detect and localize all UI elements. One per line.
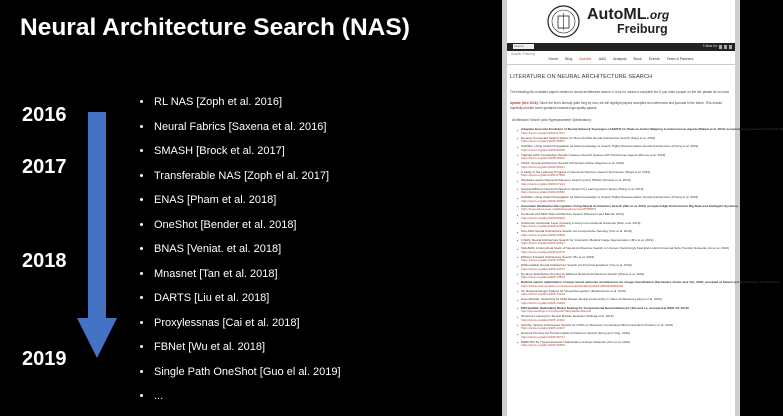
reference-link[interactable]: https://arxiv.org/abs/1905.09717 (521, 334, 565, 339)
year-label: 2016 (22, 104, 67, 126)
reference-item (517, 264, 732, 271)
bullet-dot (517, 147, 518, 148)
bullet-dot (517, 155, 518, 156)
search-input[interactable]: Search (513, 44, 534, 49)
reference-title: EfficientNet: Rethinking Model Scaling for Convolutional Neural Networks (Tan and Le, accepted at ICML'19; 2019) (521, 305, 689, 310)
reference-item (517, 341, 732, 348)
reference-link[interactable]: https://arxiv.org/abs/1906.06832 (521, 190, 565, 195)
reference-link[interactable]: https://ieeexplore.ieee.org/abstract/document/8755004 (521, 207, 596, 212)
list-item: Proxylessnas [Cai et al. 2018] (140, 313, 341, 338)
update-paragraph (510, 101, 730, 110)
reference-link[interactable]: https://arxiv.org/abs/1905.09680 (521, 343, 565, 348)
reference-link[interactable]: https://arxiv.org/abs/1905.13214 (521, 292, 565, 297)
reference-link[interactable]: https://arxiv.org/abs/1905.11532 (521, 317, 565, 322)
reference-item (517, 127, 783, 135)
reference-title: On Network Design Spaces for Visual Recognition (Radosavovic et al. 2019) (521, 288, 626, 293)
nav-item[interactable]: Team & Partners (666, 57, 694, 61)
reference-title: Sample-Efficient Neural Architecture Search by Learning Action Space (Wang et al. 2019) (521, 186, 644, 191)
nav-item[interactable]: AAD (598, 57, 607, 61)
reference-title: Differentiable Neural Architecture Search via Proximal Iterations (Yao et al. 2019) (521, 263, 632, 267)
main-nav (507, 55, 735, 63)
bullet-dot (517, 172, 518, 173)
reference-item (517, 213, 732, 220)
social-icon[interactable] (724, 45, 727, 49)
reference-item (517, 324, 732, 331)
slide-title: Neural Architecture Search (NAS) (20, 14, 410, 41)
reference-title: StyleNAS: An Empirical Study of Neural Architecture Search to Uncover Surprisingly Fast End-to-End Universal Style Transfer Networks (An et al. 2019) (521, 246, 729, 250)
reference-link[interactable]: https://www.sciencedirect.com/science/article/abs/pii/S2210650218309246 (521, 283, 624, 288)
reference-item (517, 145, 732, 152)
bullet-dot (517, 232, 518, 233)
reference-title: Network Pruning via Transformable Architecture Search (Dong and Yang, 2019) (521, 331, 630, 335)
social-icon[interactable] (729, 45, 732, 49)
nav-item[interactable]: Events (648, 57, 660, 61)
list-item: FBNet [Wu et al. 2018] (140, 337, 341, 362)
bullet-dot (517, 130, 518, 131)
site-logo-subtitle: Freiburg (617, 22, 668, 36)
breadcrumb[interactable]: AutoML Freiburg (511, 52, 535, 56)
bullet-dot (517, 291, 518, 292)
website-screenshot (502, 0, 783, 416)
bullet-dot (517, 249, 518, 250)
reference-title: XNAS: Neural Architecture Search with Expert Advice (Nayman et al. 2019) (521, 161, 624, 165)
reference-link[interactable]: https://arxiv.org/abs/1906.02817 (521, 241, 565, 246)
reference-item (517, 273, 732, 280)
update-label: Update (Dec 2018): (510, 101, 539, 105)
list-item: Transferable NAS [Zoph el al. 2017] (140, 166, 341, 191)
reference-title: SwiftNet: Using Graph Propagation as Meta-knowledge to Search Highly Representative Neural Architectures (Cheng et al. 2019) (521, 195, 699, 199)
bullet-dot (517, 198, 518, 199)
reference-title: Densely Connected Search Space for More Flexible Neural Architecture Search (Fang et al. 2019) (521, 135, 656, 140)
reference-item (517, 230, 732, 237)
site-logo[interactable]: AutoML.org (587, 6, 670, 23)
reference-link[interactable]: https://arxiv.org/abs/1906.05226 (521, 215, 565, 220)
bullet-dot (517, 215, 518, 216)
bullet-dot (517, 308, 518, 309)
reference-title: One-Shot Neural Architecture Search via Compressive Sensing (Cho et al. 2019) (521, 229, 632, 233)
year-label: 2018 (22, 250, 67, 272)
reference-title: SwiftNet: Using Graph Propagation as Meta-knowledge to Search Highly Representative Neural Architectures (Cheng et al. 2019) (521, 144, 699, 148)
reference-link[interactable]: http://proceedings.mlr.press/v97/tan19a/tan19a.pdf (521, 309, 591, 314)
reference-title: SpArSe: Sparse Architecture Search for CNNs on Resource-Constrained Microcontrollers (Fedorov et al. 2019) (521, 322, 674, 327)
reference-title: Particle swarm optimization of deep neural networks architectures for image classification (Fernandes Junior and Yen, 2019; accepted at Swarm and Evolutionary Computation) (521, 280, 780, 284)
bullet-dot (517, 138, 518, 139)
reference-link[interactable]: https://arxiv.org/abs/1906.08305 (521, 198, 565, 203)
reference-item (517, 239, 732, 246)
reference-title: AssembleNet: Searching for Multi-Stream Neural Connectivity in Video Architectures (Ryoo et al. 2019) (521, 297, 662, 301)
reference-item (517, 137, 732, 144)
reference-item (517, 196, 732, 203)
reference-link[interactable]: https://arxiv.org/abs/1905.12107 (521, 326, 565, 331)
update-text: Since the list is already quite long by now, we will highlight papers accepted at conferences and journals in the future. This should hopefully provide some guidance towards high-quality papers. (510, 101, 722, 110)
bullet-dot (517, 266, 518, 267)
reference-link[interactable]: https://arxiv.org/abs/1905.13360 (521, 258, 565, 263)
reference-title: Transfer NAS: Knowledge Transfer between Search Spaces with Transformer Agents (Borsos et al. 2019) (521, 152, 666, 157)
social-icon[interactable] (719, 45, 722, 49)
follow-label: Follow Us: (703, 44, 718, 48)
reference-title: Structure Learning for Neural Module Networks (Pahuja et al. 2019) (521, 314, 614, 318)
bullet-dot (517, 283, 518, 284)
reference-item (517, 290, 732, 297)
reference-link[interactable]: https://arxiv.org/abs/1903.07107 (521, 130, 565, 135)
bullet-dot (517, 274, 518, 275)
reference-item (517, 203, 738, 212)
university-seal-icon (547, 5, 580, 38)
nav-item[interactable]: Analysis (613, 57, 627, 61)
web-page (507, 0, 783, 416)
reference-item (517, 188, 732, 195)
bullet-dot (517, 164, 518, 165)
reference-link[interactable]: https://arxiv.org/abs/1906.07214 (521, 181, 565, 186)
list-item: RL NAS [Zoph et al. 2016] (140, 92, 341, 117)
list-item: BNAS [Veniat. et al. 2018] (140, 239, 341, 264)
divider (507, 64, 735, 65)
page-title: LITERATURE ON NEURAL ARCHITECTURE SEARCH (510, 74, 653, 80)
bullet-dot (517, 223, 518, 224)
bullet-dot (517, 240, 518, 241)
nav-item[interactable]: Home (548, 57, 559, 61)
reference-item (517, 171, 732, 178)
reference-item (517, 247, 732, 254)
bullet-dot (517, 189, 518, 190)
intro-paragraph: The following list considers papers related to neural architecture search. It is by no means a complete list. If you miss a paper on the list, please let us know. (510, 90, 730, 94)
reference-link[interactable]: https://arxiv.org/abs/1905.13209 (521, 300, 565, 305)
bullet-dot (517, 325, 518, 326)
nas-method-list (140, 92, 341, 411)
reference-link[interactable]: https://arxiv.org/abs/1906.07590 (521, 173, 565, 178)
reference-list (517, 127, 783, 349)
reference-title: A Study of the Learning Progress in Neural Architecture Search Techniques (Singh et al. 2019) (521, 169, 651, 174)
bullet-dot (517, 317, 518, 318)
list-item: Single Path OneShot [Guo el al. 2019] (140, 362, 341, 387)
section-bullet (512, 118, 592, 123)
bullet-dot (517, 342, 518, 343)
bullet-dot (517, 181, 518, 182)
reference-item (517, 154, 732, 161)
list-item: ENAS [Pham et al. 2018] (140, 190, 341, 215)
reference-item (517, 162, 732, 169)
reference-link[interactable]: https://arxiv.org/abs/1906.09607 (521, 139, 565, 144)
reference-link[interactable]: https://arxiv.org/abs/1906.08031 (521, 164, 565, 169)
reference-item (517, 315, 732, 322)
list-item: SMASH [Brock et al. 2017] (140, 141, 341, 166)
reference-title: Efficient Forward Architecture Search (Hu et al. 2019) (521, 254, 595, 259)
reference-title: Dynamic Distribution Pruning for Efficient Network Architecture Search (Zheng et al. 2019) (521, 271, 645, 276)
reference-title: Hardware aware Neural Architecture Search (using TBNet) (Srinivas et al. 2019) (521, 178, 631, 182)
reference-title: Continual and Multi-Task Architecture Search (Pasunuru and Bansal, 2019) (521, 212, 624, 216)
nav-item-active[interactable]: AutoML (579, 57, 592, 61)
bullet-dot (517, 206, 518, 207)
reference-link[interactable]: https://arxiv.org/abs/1905.13577 (521, 266, 565, 271)
bullet-dot (517, 334, 518, 335)
year-label: 2017 (22, 156, 67, 178)
reference-item (517, 332, 732, 339)
reference-title: Automatic Modulation Recognition Using Neural Architecture Search (Wei et al. 2019; accepted High Performance Big Data and Intelligent Systems) (521, 203, 738, 208)
year-label: 2019 (22, 348, 67, 370)
reference-item (517, 298, 732, 305)
reference-title: DEEP-BO for Hyperparameter Optimization of Deep Networks (Cho et al. 2019) (521, 339, 631, 344)
reference-item (517, 179, 732, 186)
list-item: DARTS [Liu et al. 2018] (140, 288, 341, 313)
top-bar (507, 43, 735, 51)
reference-item (517, 307, 732, 314)
list-item: Mnasnet [Tan et al. 2018] (140, 264, 341, 289)
reference-title: Adaptive Genomic Evolution of Neural Network Topologies (AGENT) for State-to-Action Mapping in Autonomous Agents (Behjat et al. 2019; accepted and presented at ICRA 2019) (521, 127, 783, 131)
nav-item[interactable]: Book (633, 57, 642, 61)
timeline-arrow (77, 112, 117, 358)
reference-title: V-NAS: Neural Architecture Search for Volumetric Medical Image Segmentation (Zhu et al. 2019) (521, 237, 654, 242)
reference-link[interactable]: https://arxiv.org/abs/1905.13543 (521, 275, 565, 280)
reference-item (517, 256, 732, 263)
reference-item (517, 280, 780, 288)
reference-title: AutoGrow: Automatic Layer Growing in Deep Convolutional Networks (Wen et al. 2019) (521, 220, 641, 225)
reference-link[interactable]: https://arxiv.org/abs/1906.02909 (521, 224, 565, 229)
site-header (507, 0, 735, 42)
section-label: Architecture Search (and Hyperparameter Optimization): (512, 118, 592, 122)
list-item: ... (140, 386, 341, 411)
bullet-dot (517, 257, 518, 258)
nav-item[interactable]: Blog (565, 57, 573, 61)
reference-link[interactable]: https://arxiv.org/abs/1906.02869 (521, 232, 565, 237)
list-item: OneShot [Bender et al. 2018] (140, 215, 341, 240)
reference-link[interactable]: https://arxiv.org/abs/1906.02470 (521, 249, 565, 254)
reference-link[interactable]: https://arxiv.org/abs/1906.08305 (521, 147, 565, 152)
reference-item (517, 222, 732, 229)
reference-link[interactable]: https://arxiv.org/abs/1906.08102 (521, 156, 565, 161)
bullet-dot (517, 300, 518, 301)
list-item: Neural Fabrics [Saxena et al. 2016] (140, 117, 341, 142)
